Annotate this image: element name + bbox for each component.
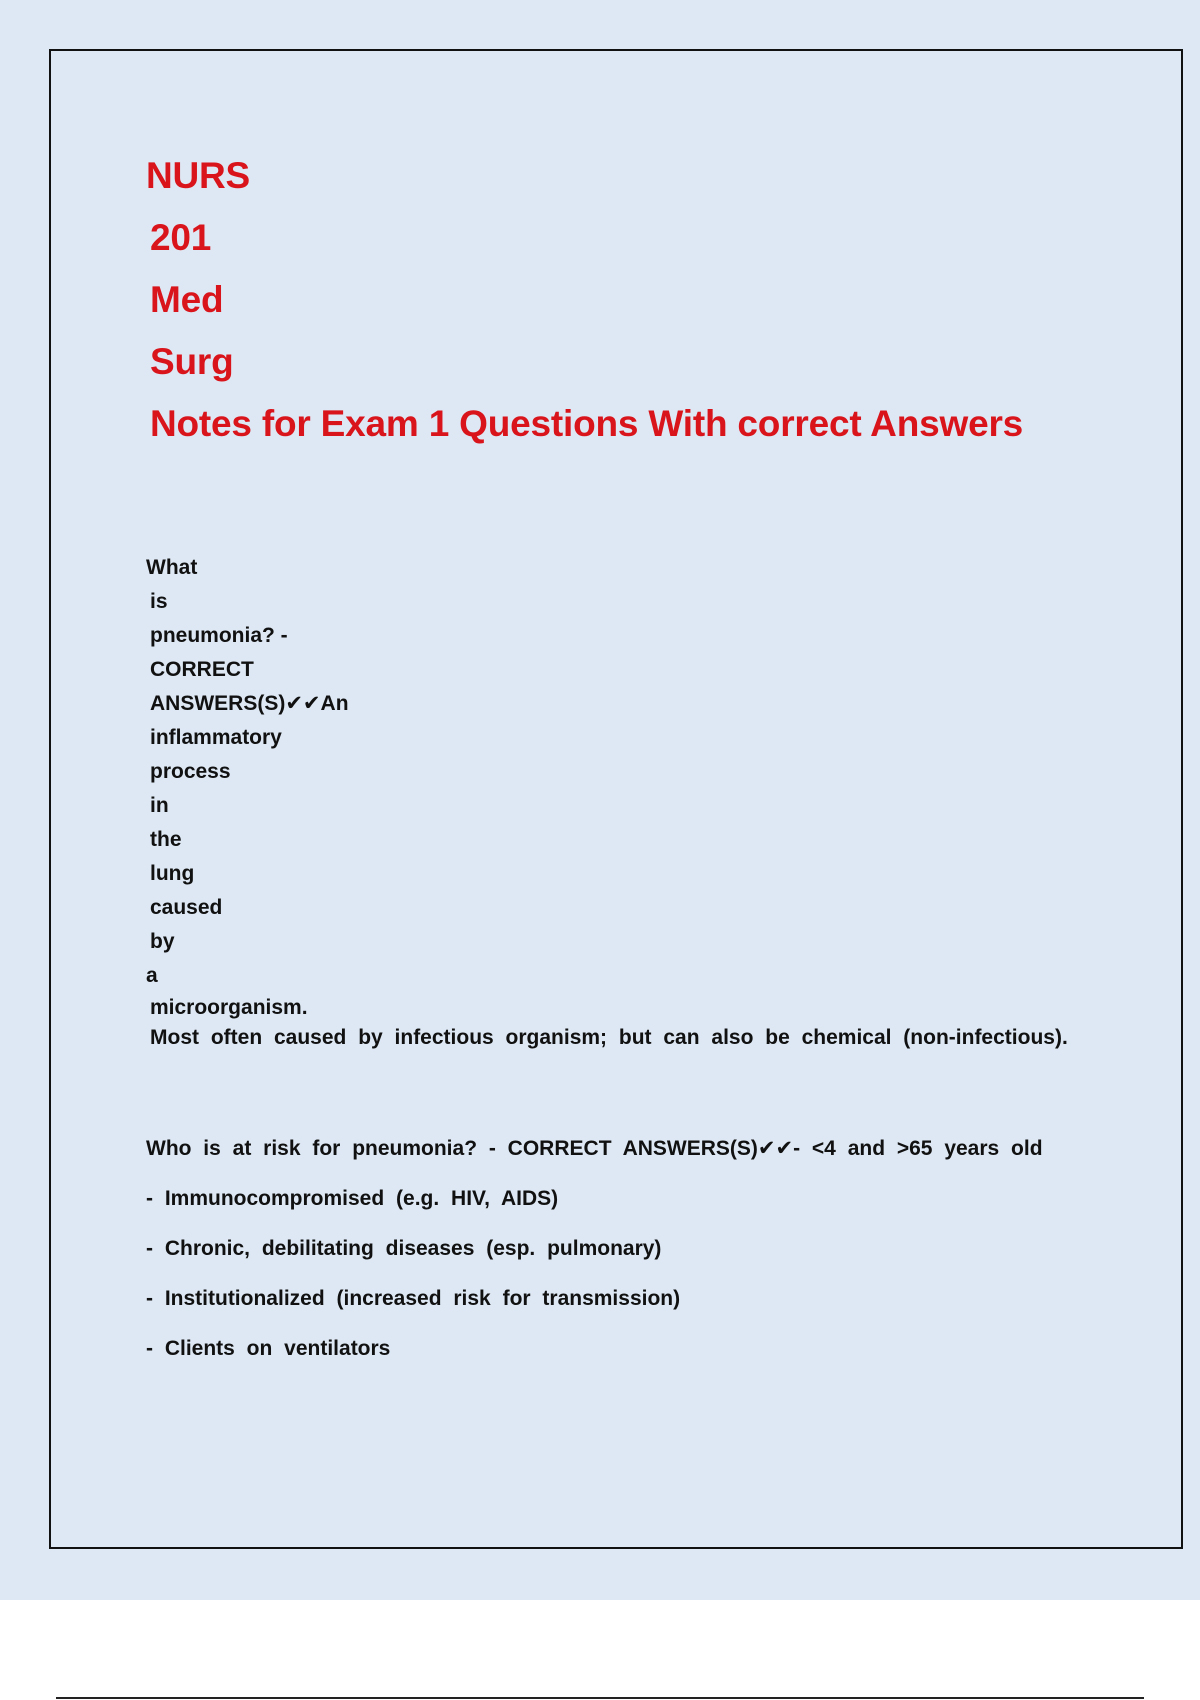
q2-list-item: - Clients on ventilators <box>146 1337 391 1360</box>
document-title <box>146 145 1156 455</box>
title-line-4: Surg <box>150 341 234 382</box>
q1-word: in <box>150 794 169 817</box>
q1-word: microorganism. <box>150 996 308 1019</box>
q1-word: is <box>150 590 168 613</box>
q1-word: the <box>150 828 182 851</box>
title-line-3: Med <box>150 279 224 320</box>
q1-word: process <box>150 760 231 783</box>
q2-question-line: Who is at risk for pneumonia? - CORRECT ANSWERS(S)✔✔- <4 and >65 years old <box>146 1137 1043 1160</box>
q1-word: inflammatory <box>150 726 282 749</box>
title-line-2: 201 <box>150 217 212 258</box>
q1-word: lung <box>150 862 195 885</box>
q1-word: ANSWERS(S)✔✔An <box>150 692 349 715</box>
footer-divider <box>56 1697 1144 1699</box>
question-pneumonia-risk <box>146 1124 1146 1374</box>
q1-word: caused <box>150 896 223 919</box>
title-line-1: NURS <box>146 155 251 196</box>
title-line-5: Notes for Exam 1 Questions With correct Answers <box>150 403 1024 444</box>
question-pneumonia-definition <box>146 551 1146 1053</box>
q1-word: by <box>150 930 175 953</box>
q1-word: What <box>146 556 198 579</box>
q1-continuation: Most often caused by infectious organism; but can also be chemical (non-infectious). <box>150 1026 1068 1049</box>
q2-list-item: - Institutionalized (increased risk for transmission) <box>146 1287 681 1310</box>
q2-list-item: - Immunocompromised (e.g. HIV, AIDS) <box>146 1187 559 1210</box>
q1-word: pneumonia? - <box>150 624 288 647</box>
q1-word: a <box>146 964 158 987</box>
q1-word: CORRECT <box>150 658 254 681</box>
q2-list-item: - Chronic, debilitating diseases (esp. pulmonary) <box>146 1237 662 1260</box>
